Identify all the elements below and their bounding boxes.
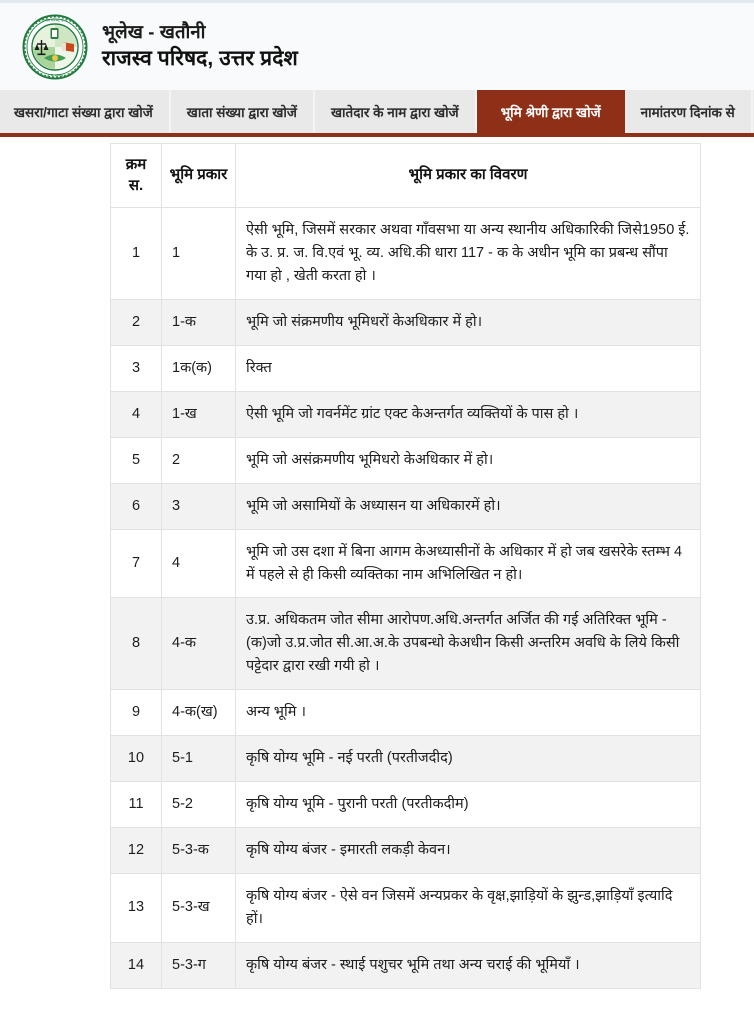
page-title: भूलेख - खतौनी [102,21,206,43]
cell-land-type: 3 [162,483,236,529]
table-row [111,690,701,736]
table-row [111,483,701,529]
cell-land-type: 1-क [162,300,236,346]
cell-description: कृषि योग्य बंजर - इमारती लकड़ी केवन। [236,827,701,873]
cell-serial: 12 [111,827,162,873]
table-row [111,208,701,300]
table-row [111,873,701,942]
brand-text [102,21,298,71]
cell-land-type: 5-3-ग [162,942,236,988]
cell-land-type: 5-1 [162,736,236,782]
cell-description: भूमि जो असामियों के अध्यासन या अधिकारमें हो। [236,483,701,529]
cell-serial: 1 [111,208,162,300]
tab-search-by-khata[interactable]: खाता संख्या द्वारा खोजें [171,90,315,133]
page-subtitle: राजस्व परिषद, उत्तर प्रदेश [102,46,298,70]
cell-land-type: 5-3-ख [162,873,236,942]
cell-land-type: 1 [162,208,236,300]
site-header [0,0,754,90]
cell-land-type: 2 [162,437,236,483]
table-row [111,827,701,873]
cell-description: कृषि योग्य बंजर - स्थाई पशुचर भूमि तथा अन्य चराई की भूमियाँ । [236,942,701,988]
cell-description: भूमि जो उस दशा में बिना आगम केअध्यासीनों के अधिकार में हो जब खसरेके स्तम्भ 4 में पहले से ही किसी व्यक्तिका नाम अभिलिखित न हो। [236,529,701,598]
land-type-table [110,143,701,989]
table-row [111,529,701,598]
table-header-row [111,144,701,208]
table-row [111,300,701,346]
cell-serial: 9 [111,690,162,736]
main-tabbar [0,90,754,137]
cell-serial: 2 [111,300,162,346]
table-row [111,781,701,827]
cell-description: उ.प्र. अधिकतम जोत सीमा आरोपण.अधि.अन्तर्गत अर्जित की गई अतिरिक्त भूमि -(क)जो उ.प्र.जोत सी.आ.अ.के उपबन्धो केअधीन किसी अन्तरिम अवधि के लिये किसी पट्टेदार द्वारा रखी गयी हो । [236,598,701,690]
cell-description: रिक्त [236,346,701,392]
cell-description: ऐसी भूमि जो गवर्नमेंट ग्रांट एक्ट केअन्तर्गत व्यक्तियों के पास हो । [236,391,701,437]
cell-land-type: 5-3-क [162,827,236,873]
cell-serial: 14 [111,942,162,988]
land-category-content [0,137,754,1021]
column-header-serial: क्रम स. [111,144,162,208]
cell-serial: 8 [111,598,162,690]
cell-land-type: 4-क(ख) [162,690,236,736]
table-row [111,346,701,392]
cell-description: कृषि योग्य भूमि - नई परती (परतीजदीद) [236,736,701,782]
cell-description: ऐसी भूमि, जिसमें सरकार अथवा गाँवसभा या अन्य स्थानीय अधिकारिकी जिसे1950 ई. के उ. प्र. ज. वि.एवं भू. व्य. अधि.की धारा 117 - क के अधीन भूमि का प्रबन्ध सौंपा गया हो , खेती करता हो । [236,208,701,300]
cell-serial: 6 [111,483,162,529]
table-row [111,736,701,782]
up-revenue-board-emblem-icon [22,14,88,80]
cell-serial: 10 [111,736,162,782]
cell-description: कृषि योग्य बंजर - ऐसे वन जिसमें अन्यप्रकर के वृक्ष,झाड़ियों के झुन्ड,झाड़ियाँ इत्यादि हों। [236,873,701,942]
cell-description: कृषि योग्य भूमि - पुरानी परती (परतीकदीम) [236,781,701,827]
cell-serial: 11 [111,781,162,827]
table-row [111,437,701,483]
cell-land-type: 5-2 [162,781,236,827]
cell-land-type: 4-क [162,598,236,690]
cell-serial: 7 [111,529,162,598]
tab-search-by-mutation-date[interactable]: नामांतरण दिनांक से [625,90,753,133]
cell-description: भूमि जो संक्रमणीय भूमिधरों केअधिकार में हो। [236,300,701,346]
tab-search-by-khasra[interactable]: खसरा/गाटा संख्या द्वारा खोजें [0,90,171,133]
tab-search-by-khatedar-name[interactable]: खातेदार के नाम द्वारा खोजें [315,90,477,133]
cell-description: भूमि जो असंक्रमणीय भूमिधरो केअधिकार में हो। [236,437,701,483]
table-row [111,391,701,437]
column-header-description: भूमि प्रकार का विवरण [236,144,701,208]
cell-serial: 13 [111,873,162,942]
table-header [111,144,701,208]
table-row [111,598,701,690]
cell-description: अन्य भूमि । [236,690,701,736]
svg-text:उ. प्र. शासन: उ. प्र. शासन [47,73,63,77]
table-row [111,942,701,988]
cell-land-type: 1-ख [162,391,236,437]
cell-land-type: 1क(क) [162,346,236,392]
cell-serial: 4 [111,391,162,437]
cell-land-type: 4 [162,529,236,598]
svg-text:राजस्व परिषद, उ. प्र.: राजस्व परिषद, उ. प्र. [41,18,69,23]
tab-search-by-land-category[interactable]: भूमि श्रेणी द्वारा खोजें [477,90,625,133]
table-body [111,208,701,988]
column-header-land-type: भूमि प्रकार [162,144,236,208]
cell-serial: 5 [111,437,162,483]
cell-serial: 3 [111,346,162,392]
